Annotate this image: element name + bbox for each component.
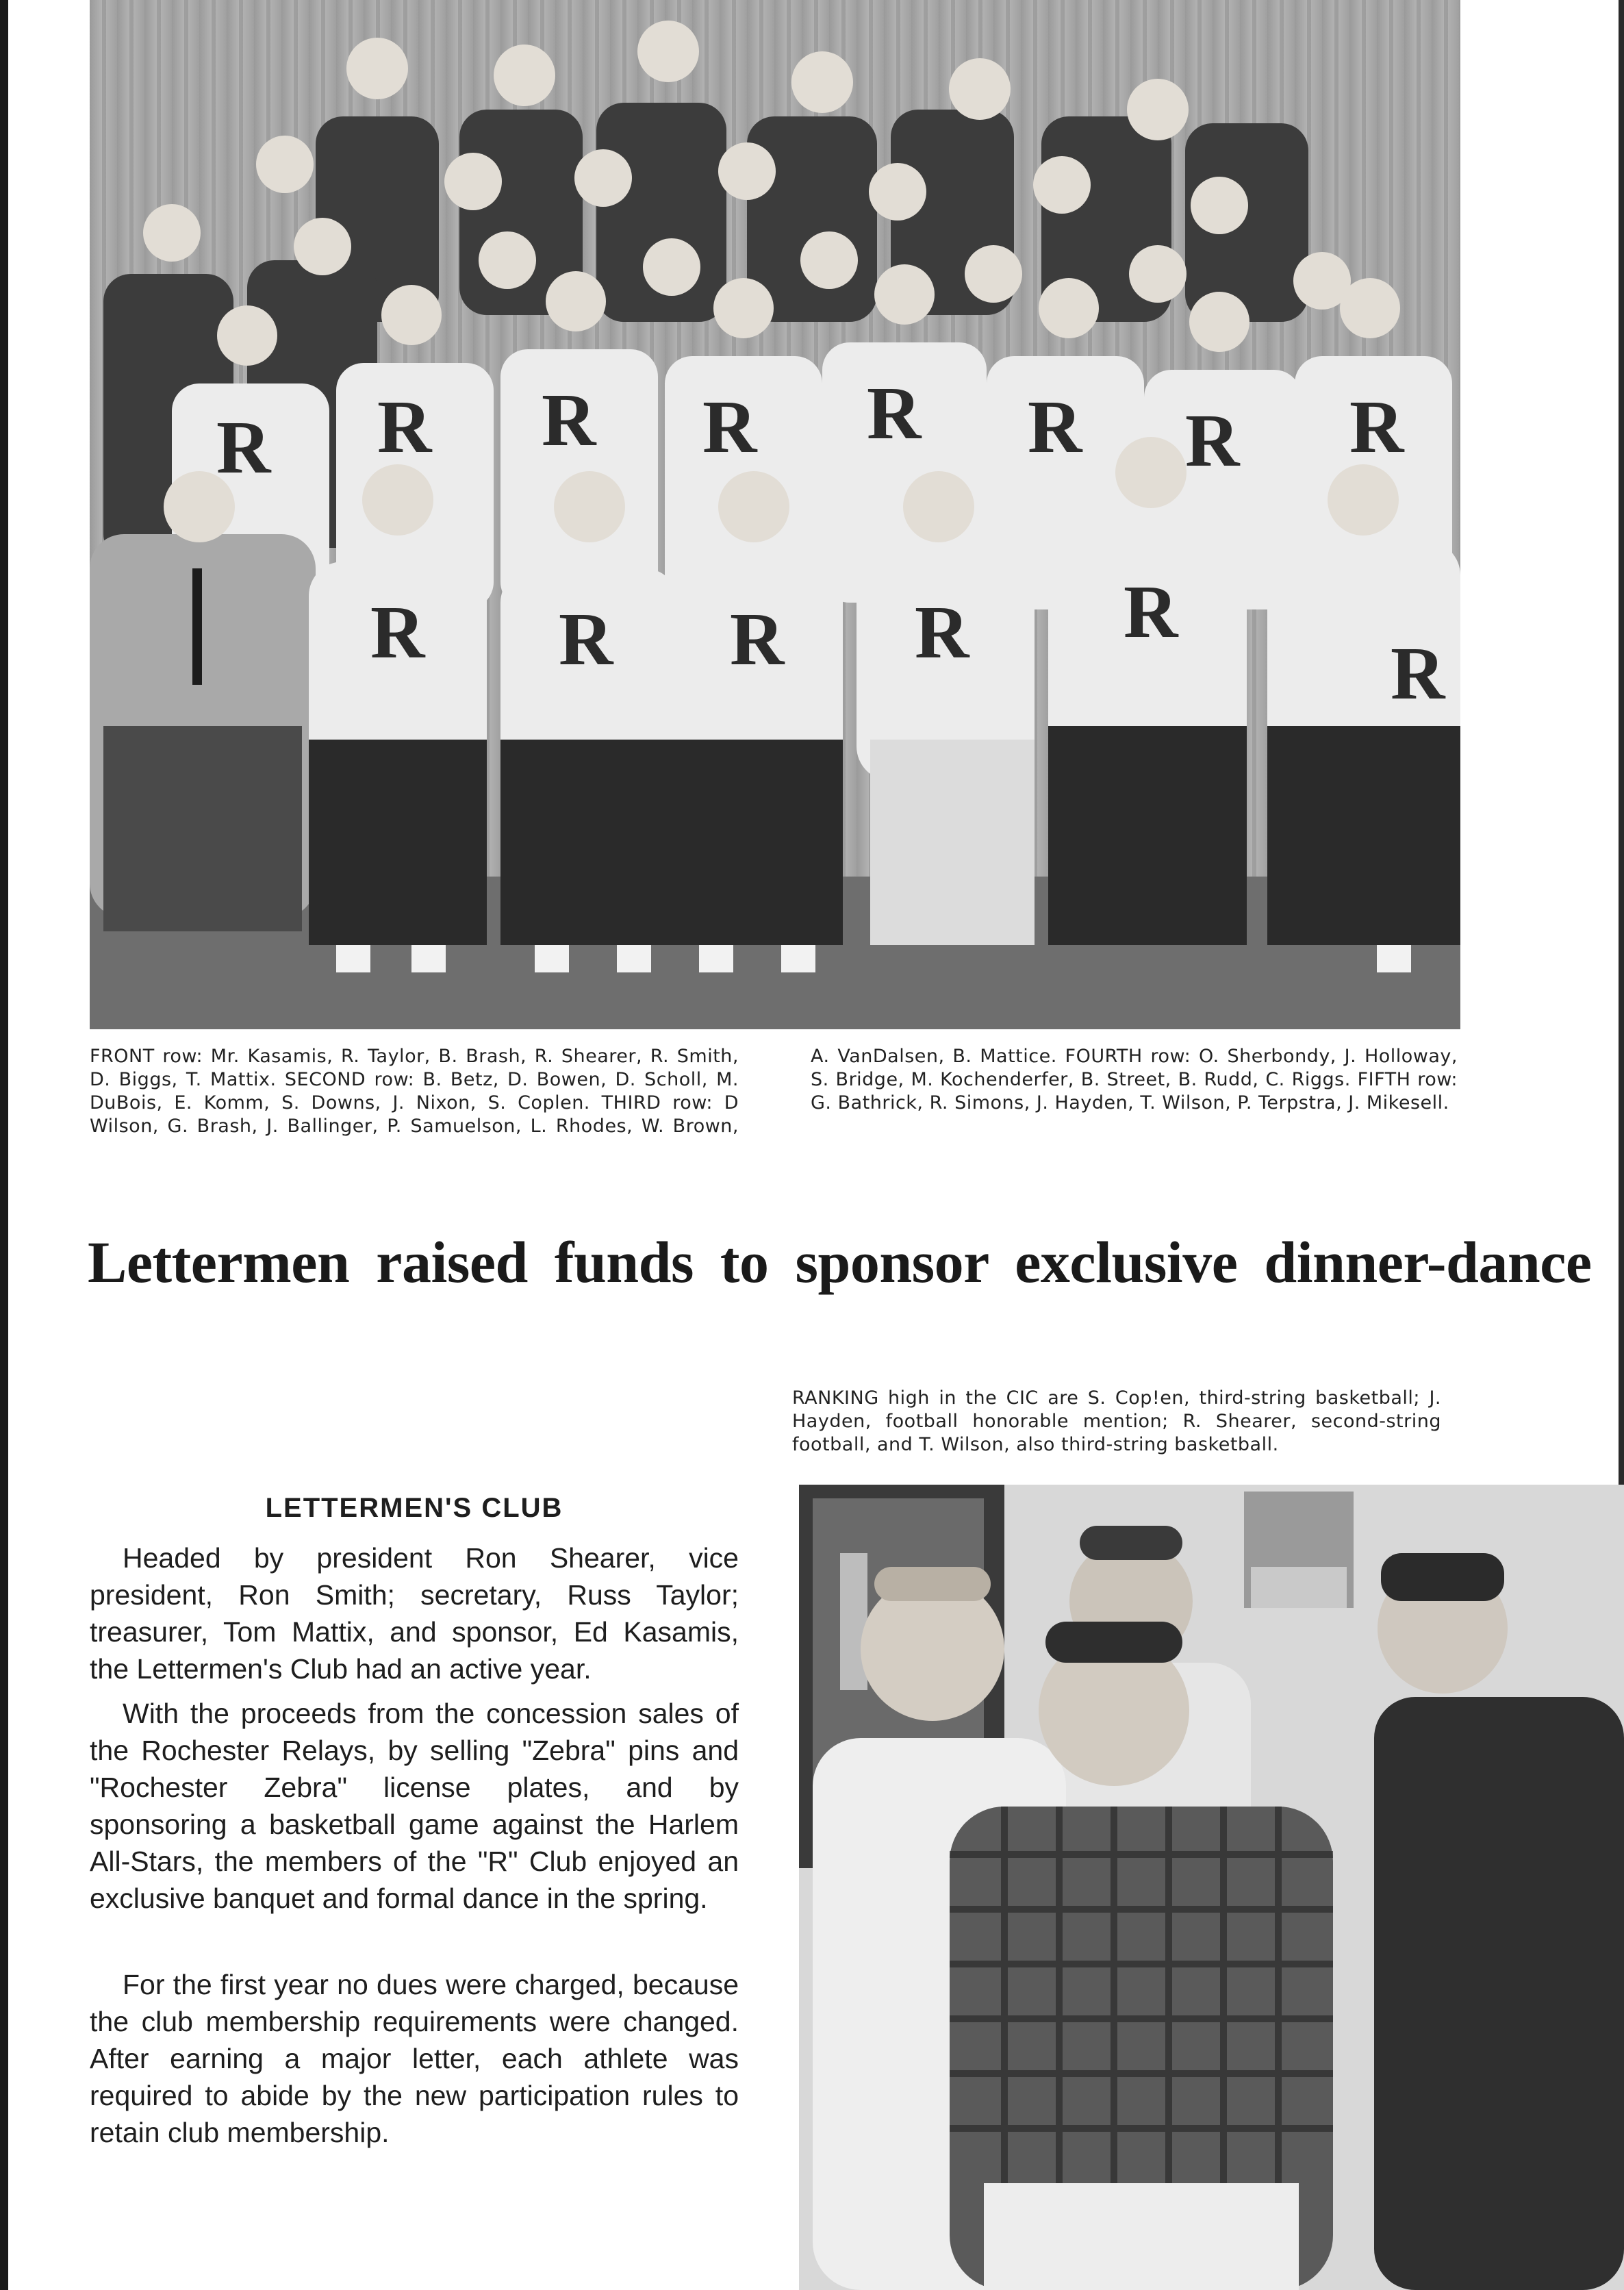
svg-text:R: R: [542, 378, 596, 462]
svg-text:R: R: [867, 371, 922, 455]
svg-text:R: R: [1349, 385, 1404, 468]
ranking-photo-illustration: [799, 1485, 1624, 2290]
svg-text:R: R: [915, 590, 969, 674]
svg-text:R: R: [559, 597, 613, 681]
group-photo-caption-right: A. VanDalsen, B. Mattice. FOURTH row: O. Sherbondy, J. Holloway, S. Bridge, M. Kochenderfer, B. Street, B. Rudd, C. Riggs. FIFTH row: G. Bathrick, R. Simons, J. Hayden, T. Wilson, P. Terpstra, J. Mikesell.: [811, 1046, 1458, 1113]
page-edge-left: [0, 0, 8, 2290]
ranking-photo-caption: RANKING high in the CIC are S. Cop!en, third-string basketball; J. Hayden, football honorable mention; R. Shearer, second-string football, and T. Wilson, also third-string basketball.: [792, 1387, 1441, 1455]
svg-text:R: R: [1185, 399, 1240, 482]
ranking-photo: [799, 1485, 1624, 2290]
group-photo-illustration: [90, 0, 1460, 1029]
svg-text:R: R: [216, 405, 271, 489]
article-paragraph: With the proceeds from the concession sales of the Rochester Relays, by selling "Zebra" pins and "Rochester Zebra" license plates, and by sponsoring a basketball game against the Harlem All-Stars, the members of the "R" Club enjoyed an exclusive banquet and formal dance in the spring.: [90, 1698, 739, 1914]
article-heading: LETTERMEN'S CLUB: [265, 1493, 563, 1523]
svg-text:R: R: [1028, 385, 1082, 468]
group-photo-caption-left: FRONT row: Mr. Kasamis, R. Taylor, B. Brash, R. Shearer, R. Smith, D. Biggs, T. Mattix. SECOND row: B. Betz, D. Bowen, D. Scholl, M. DuBois, E. Komm, S. Downs, J. Nixon, S. Coplen. THIRD row: D Wilson, G. Brash, J. Ballinger, P. Samuelson, L. Rhodes, W. Brown,: [90, 1046, 739, 1137]
article-paragraph: Headed by president Ron Shearer, vice president, Ron Smith; secretary, Russ Taylor; treasurer, Tom Mattix, and sponsor, Ed Kasamis, the Lettermen's Club had an active year.: [90, 1542, 739, 1685]
svg-text:R: R: [730, 597, 785, 681]
svg-text:R: R: [1391, 631, 1445, 715]
svg-text:R: R: [370, 590, 425, 674]
svg-text:R: R: [377, 385, 432, 468]
group-photo: [90, 0, 1460, 1029]
article-paragraph: For the first year no dues were charged, because the club membership requirements were changed. After earning a major letter, each athlete was required to abide by the new participation rules to retain club membership.: [90, 1969, 739, 2148]
headline: Lettermen raised funds to sponsor exclusive dinner-dance: [88, 1229, 1592, 1295]
svg-text:R: R: [1124, 570, 1178, 653]
svg-text:R: R: [702, 385, 757, 468]
